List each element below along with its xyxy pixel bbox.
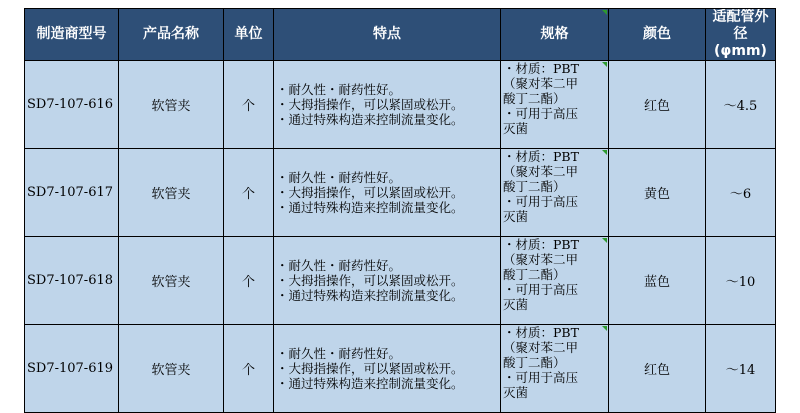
cell-diameter: 〜10	[706, 237, 776, 325]
spec-line: ・可用于高压	[503, 194, 579, 209]
spec-line: 灭菌	[503, 209, 529, 224]
cell-unit: 个	[224, 237, 274, 325]
spec-line: 酸丁二酯）	[503, 355, 566, 370]
spec-line: ・材质：PBT	[503, 61, 579, 76]
cell-model: SD7-107-619	[25, 325, 119, 413]
cell-color: 黄色	[609, 149, 706, 237]
feature-line: ・通过特殊构造来控制流量变化。	[276, 112, 464, 127]
spec-line: ・材质：PBT	[503, 237, 579, 252]
feature-line: ・通过特殊构造来控制流量变化。	[276, 376, 464, 391]
product-spec-table	[24, 8, 776, 413]
cell-product-name: 软管夹	[119, 237, 224, 325]
header-product-name: 产品名称	[119, 9, 224, 61]
cell-color: 红色	[609, 325, 706, 413]
table-row	[25, 61, 776, 149]
spec-line: 灭菌	[503, 121, 529, 136]
spec-line: （聚对苯二甲	[503, 252, 579, 267]
table-body	[25, 61, 776, 413]
cell-color: 蓝色	[609, 237, 706, 325]
feature-line: ・耐久性・耐药性好。	[276, 346, 402, 361]
spec-line: ・材质：PBT	[503, 325, 579, 340]
table-row	[25, 149, 776, 237]
cell-unit: 个	[224, 149, 274, 237]
cell-diameter: 〜4.5	[706, 61, 776, 149]
cell-diameter: 〜6	[706, 149, 776, 237]
cell-specs	[501, 325, 609, 413]
spec-line: （聚对苯二甲	[503, 76, 579, 91]
header-color: 颜色	[609, 9, 706, 61]
cell-specs	[501, 149, 609, 237]
cell-features	[274, 325, 501, 413]
spec-line: 酸丁二酯）	[503, 91, 566, 106]
feature-line: ・大拇指操作，可以紧固或松开。	[276, 185, 464, 200]
cell-unit: 个	[224, 325, 274, 413]
feature-line: ・大拇指操作，可以紧固或松开。	[276, 97, 464, 112]
feature-line: ・大拇指操作，可以紧固或松开。	[276, 361, 464, 376]
spec-line: ・可用于高压	[503, 106, 579, 121]
cell-product-name: 软管夹	[119, 61, 224, 149]
feature-line: ・耐久性・耐药性好。	[276, 258, 402, 273]
cell-specs	[501, 237, 609, 325]
cell-unit: 个	[224, 61, 274, 149]
table-header	[25, 9, 776, 61]
feature-line: ・通过特殊构造来控制流量变化。	[276, 200, 464, 215]
cell-features	[274, 149, 501, 237]
spec-line: ・可用于高压	[503, 370, 579, 385]
feature-line: ・通过特殊构造来控制流量变化。	[276, 288, 464, 303]
spec-line: （聚对苯二甲	[503, 164, 579, 179]
cell-specs	[501, 61, 609, 149]
spec-line: ・可用于高压	[503, 282, 579, 297]
cell-product-name: 软管夹	[119, 149, 224, 237]
cell-features	[274, 237, 501, 325]
spec-line: 酸丁二酯）	[503, 267, 566, 282]
header-specs: 规格	[501, 9, 609, 61]
cell-model: SD7-107-617	[25, 149, 119, 237]
header-features: 特点	[274, 9, 501, 61]
feature-line: ・大拇指操作，可以紧固或松开。	[276, 273, 464, 288]
cell-model: SD7-107-618	[25, 237, 119, 325]
spec-line: 灭菌	[503, 385, 529, 400]
feature-line: ・耐久性・耐药性好。	[276, 170, 402, 185]
cell-color: 红色	[609, 61, 706, 149]
cell-diameter: 〜14	[706, 325, 776, 413]
header-row	[25, 9, 776, 61]
cell-features	[274, 61, 501, 149]
spec-line: ・材质：PBT	[503, 149, 579, 164]
cell-product-name: 软管夹	[119, 325, 224, 413]
spec-line: 灭菌	[503, 297, 529, 312]
feature-line: ・耐久性・耐药性好。	[276, 82, 402, 97]
spec-line: （聚对苯二甲	[503, 340, 579, 355]
header-unit: 单位	[224, 9, 274, 61]
spec-line: 酸丁二酯）	[503, 179, 566, 194]
header-model: 制造商型号	[25, 9, 119, 61]
cell-model: SD7-107-616	[25, 61, 119, 149]
header-diameter: 适配管外径(φmm)	[706, 9, 776, 61]
table-row	[25, 237, 776, 325]
table-row	[25, 325, 776, 413]
